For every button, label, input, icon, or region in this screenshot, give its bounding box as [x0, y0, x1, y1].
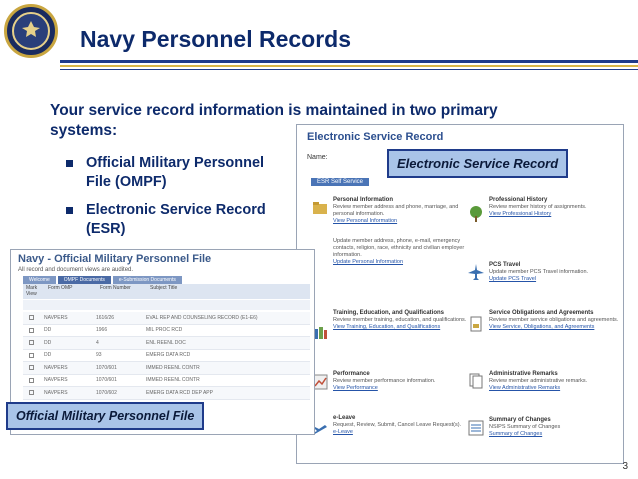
esr-section-performance: Performance Review member performance information. View Performance: [333, 371, 473, 392]
column-header[interactable]: Form OMP: [48, 285, 73, 291]
esr-link[interactable]: View Performance: [333, 385, 378, 391]
intro-text: Your service record information is maintained in two primary systems:: [50, 102, 498, 139]
esr-link[interactable]: e-Leave: [333, 429, 353, 435]
ompf-subtitle: All record and document views are audited.: [18, 267, 134, 273]
row-checkbox[interactable]: [29, 340, 34, 345]
esr-link[interactable]: Summary of Changes: [489, 431, 543, 437]
esr-section-training: Training, Education, and Qualifications Review member training, education, and qualifications. View Training, Education, and Qualifications: [333, 310, 473, 331]
ompf-table-body: [23, 312, 310, 400]
esr-link[interactable]: Update PCS Travel: [489, 276, 537, 282]
row-checkbox[interactable]: [29, 353, 34, 358]
table-row[interactable]: DD 4 ENL REENL DOC: [23, 337, 310, 350]
esr-link[interactable]: Update Personal Information: [333, 259, 404, 265]
column-header[interactable]: Form Number: [100, 285, 131, 291]
esr-section-professional: Professional History Review member history of assignments. View Professional History: [489, 197, 624, 218]
table-row[interactable]: NAVPERS 1070/602 EMERG DATA RCD DEP APP: [23, 387, 310, 400]
bullet-list: [66, 154, 291, 248]
esr-window-title: Electronic Service Record: [307, 131, 444, 143]
bullet-label: Official Military Personnel File (OMPF): [86, 155, 265, 190]
esr-self-service-button[interactable]: ESR Self Service: [311, 178, 369, 186]
bullet-square-icon: [66, 207, 73, 214]
table-row[interactable]: NAVPERS 1070/601 IMMED REENL CONTR: [23, 362, 310, 375]
bullet-square-icon: [66, 160, 73, 167]
column-header[interactable]: Mark View: [26, 285, 38, 297]
tab-esubmission-documents[interactable]: e-Submission Documents: [113, 276, 182, 284]
esr-link[interactable]: View Personal Information: [333, 218, 398, 224]
table-row[interactable]: NAVPERS 1070/601 IMMED REENL CONTR: [23, 375, 310, 388]
row-checkbox[interactable]: [29, 315, 34, 320]
tab-ompf-documents[interactable]: OMPF Documents: [58, 276, 111, 284]
row-checkbox[interactable]: [29, 328, 34, 333]
esr-section-eleave: e-Leave Request, Review, Submit, Cancel Leave Request(s). e-Leave: [333, 415, 473, 436]
table-row[interactable]: DD 1966 MIL PROC RCD: [23, 325, 310, 338]
table-row[interactable]: DD 93 EMERG DATA RCD: [23, 350, 310, 363]
eagle-icon: [20, 18, 42, 40]
esr-section-pcs-travel: PCS Travel Update member PCS Travel information. Update PCS Travel: [489, 262, 624, 283]
esr-link[interactable]: View Service, Obligations, and Agreements: [489, 324, 595, 330]
table-row[interactable]: NAVPERS 1616/26 EVAL REP AND COUNSELING RECORD (E1-E6): [23, 312, 310, 325]
bullet-item: [66, 154, 291, 192]
page-number: 3: [622, 461, 628, 472]
esr-link[interactable]: View Professional History: [489, 211, 552, 217]
folder-icon: [311, 199, 329, 217]
header-rule-gold: [60, 65, 638, 67]
navy-seal-logo: [4, 4, 58, 58]
plane-icon: [467, 263, 485, 281]
row-checkbox[interactable]: [29, 390, 34, 395]
pages-icon: [467, 371, 485, 389]
bullet-item: [66, 201, 291, 239]
esr-link[interactable]: View Training, Education, and Qualifications: [333, 324, 441, 330]
esr-callout: Electronic Service Record: [387, 149, 568, 178]
ompf-filter-row[interactable]: [23, 300, 310, 310]
document-icon: [467, 315, 485, 333]
esr-link[interactable]: View Administrative Remarks: [489, 385, 561, 391]
esr-section-summary-changes: Summary of Changes NSIPS Summary of Changes Summary of Changes: [489, 417, 624, 438]
row-checkbox[interactable]: [29, 378, 34, 383]
list-icon: [467, 419, 485, 437]
column-header[interactable]: Subject Title: [150, 285, 178, 291]
esr-section-obligations: Service Obligations and Agreements Review member service obligations and agreements. View Service, Obligations, and Agreements: [489, 310, 624, 331]
bullet-label: Electronic Service Record (ESR): [86, 202, 266, 237]
esr-name-label: Name:: [307, 154, 328, 161]
row-checkbox[interactable]: [29, 365, 34, 370]
header-rule-thin: [60, 69, 638, 70]
ompf-tab-bar: [23, 276, 182, 284]
tree-icon: [467, 205, 485, 223]
esr-section-personal: Personal Information Review member address and phone, marriage, and personal information. View Personal Information: [333, 197, 473, 225]
page-title: Navy Personnel Records: [80, 26, 352, 52]
tab-welcome[interactable]: Welcome: [23, 276, 56, 284]
esr-section-update-personal: Update member address, phone, e-mail, emergency contacts, religion, race, ethnicity and civilian employer information. Update Personal Information: [333, 238, 473, 266]
esr-section-admin-remarks: Administrative Remarks Review member administrative remarks. View Administrative Remarks: [489, 371, 624, 392]
header-rule: [60, 60, 638, 63]
ompf-table-header: [23, 284, 310, 299]
ompf-callout: Official Military Personnel File: [6, 402, 204, 430]
ompf-window-title: Navy - Official Military Personnel File: [18, 253, 212, 265]
